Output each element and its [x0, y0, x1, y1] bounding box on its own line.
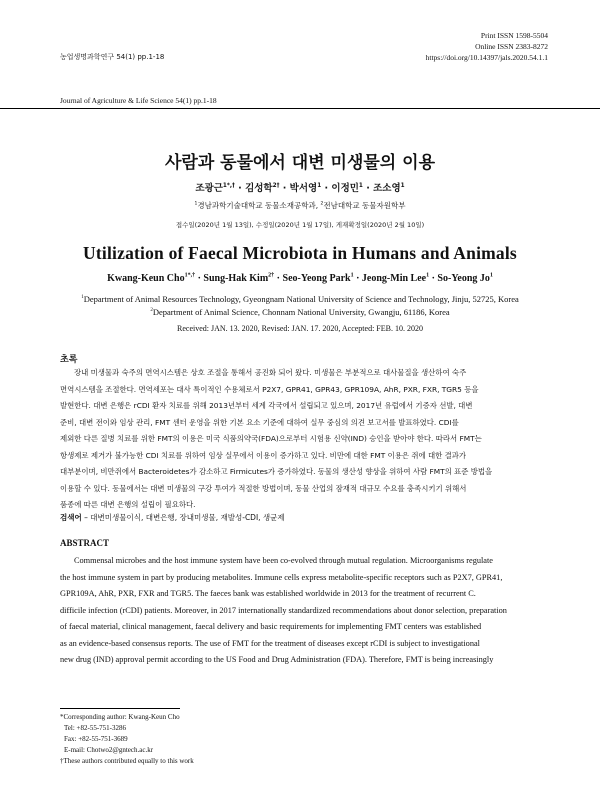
telephone: Tel: +82-55-751-3286: [64, 724, 126, 732]
author-en-3: Seo-Yeong Park$^1$: [282, 272, 354, 284]
print-issn: Print ISSN 1598-5504: [480, 31, 548, 40]
footnote-divider: [60, 708, 180, 709]
keywords-label: 검색어: [60, 513, 82, 522]
abstract-en-line: of faecal material, clinical management, faecal delivery and basic requirements for implementing FMT centers was established: [60, 622, 482, 631]
abstract-kr-line: 장내 미생물과 숙주의 면역시스템은 상호 조절을 통해서 공진화 되어 왔다. 미생물은 부분적으로 대사물질을 생산하여 숙주: [74, 368, 467, 377]
abstract-en-line: new drug (IND) approval permit according to the US Food and Drug Administration (FDA). Therefore, FMT is being increasingly: [60, 655, 494, 664]
affiliation-kr: $^1$경남과학기술대학교 동물소재공학과, $^2$전남대학교 동물자원학부: [194, 201, 406, 210]
abstract-kr-line: 제외한 다른 질병 치료를 위한 FMT의 이용은 미국 식품의약국(FDA)으로부터 시험용 신약(IND) 승인을 받아야 한다. 따라서 FMT는: [60, 434, 482, 443]
header-divider: [0, 108, 600, 109]
keywords: [60, 512, 285, 523]
paper-title-kr: 사람과 동물에서 대변 미생물의 이용: [164, 153, 435, 173]
paper-title-en: Utilization of Faecal Microbiota in Humans and Animals: [83, 243, 517, 263]
abstract-kr-line: 발현한다. 대변 은행은 rCDI 환자 치료를 위해 2013년부터 세계 각국에서 설립되고 있으며, 2017년 유럽에서 기증자 선발, 대변: [60, 401, 473, 410]
author-kr-1: 조광근$^{1*,\dagger}$: [195, 182, 235, 194]
abstract-en-line: GPR109A, AhR, PXR, FXR and TGR5. The faeces bank was established worldwide in 2013 for the treatment of recurrent C.: [60, 589, 476, 598]
journal-name-en: Journal of Agriculture & Life Science 54(1) pp.1-18: [60, 96, 217, 105]
author-en-5: So-Yeong Jo$^1$: [437, 272, 493, 284]
abstract-kr-line: 이용할 수 있다. 동물에서는 대변 미생물의 구강 투여가 적절한 방법이며, 동물 산업의 잠재적 대규모 수요를 충족시키기 위해서: [60, 483, 467, 493]
affiliation-en-1: $^1$Department of Animal Resources Technology, Gyeongnam National University of Science and Technology, Jinju, 52725, Korea: [81, 294, 519, 304]
dates-kr: 접수일(2020년 1월 13일), 수정일(2020년 1월 17일), 게재확정일(2020년 2월 10일): [175, 221, 425, 229]
abstract-kr-line: 준비, 대변 전이와 임상 관리, FMT 센터 운영을 위한 기본 요소 기준에 대하여 실무 중심의 의견 보고서를 발표하였다. CDI를: [60, 417, 459, 427]
keywords-separator: –: [84, 513, 91, 522]
abstract-en-line: Commensal microbes and the host immune system have been co-evolved through mutual regulation. Microorganisms regulate: [74, 556, 493, 565]
abstract-kr-line: 대부분이며, 비만쥐에서 Bacteroidetes가 감소하고 Firmicutes가 증가하였다. 동물의 생산성 향상을 위하여 사람 FMT의 표준 방법을: [60, 467, 493, 476]
authors-kr: 조광근$^{1*,\dagger}$ · 김성학$^{2\dagger}$ · 박서영$^1$ · 이정민$^1$ · 조소영$^1$: [195, 182, 405, 194]
author-en-4: Jeong-Min Lee$^1$: [361, 272, 430, 284]
abstract-en-heading: ABSTRACT: [60, 538, 110, 548]
email-link[interactable]: E-mail: Chotwo2@gntech.ac.kr: [64, 746, 154, 754]
author-kr-4: 이정민$^1$: [331, 182, 363, 194]
abstract-kr-line: 품종에 따른 대변 은행의 설립이 필요하다.: [60, 500, 196, 509]
abstract-en-body: [60, 553, 540, 669]
abstract-kr-line: 면역시스템을 조절한다. 면역세포는 대사 특이적인 수용체로서 P2X7, GPR41, GPR43, GPR109A, AhR, PXR, FXR, TGR5 등을: [60, 384, 479, 394]
author-kr-5: 조소영$^1$: [373, 182, 405, 194]
fax: Fax: +82-55-751-3689: [64, 735, 128, 743]
journal-name-kr: 농업생명과학연구 54(1) pp.1-18: [60, 53, 165, 61]
authors-en: Kwang-Keun Cho$^{1*,\dagger}$ · Sung-Hak Kim$^{2\dagger}$ · Seo-Yeong Park$^1$ · Jeong-Min Lee$^1$ · So-Yeong Jo$^1$: [107, 272, 493, 284]
author-kr-2: 김성학$^{2\dagger}$: [245, 182, 280, 194]
author-en-1: Kwang-Keun Cho$^{1*,\dagger}$: [107, 272, 196, 284]
author-kr-3: 박서영$^1$: [289, 182, 322, 194]
abstract-kr-body: [60, 365, 540, 514]
abstract-en-line: as an evidence-based consensus reports. The use of FMT for the treatment of diseases except rCDI is subject to investigational: [60, 638, 480, 648]
keywords-list: 대변미생물이식, 대변은행, 장내미생물, 재발성-CDI, 생균제: [90, 513, 285, 522]
online-issn: Online ISSN 2383-8272: [475, 42, 548, 51]
equal-contribution-note: †These authors contributed equally to this work: [60, 757, 194, 765]
abstract-kr-heading: 초록: [60, 355, 78, 365]
author-en-2: Sung-Hak Kim$^{2\dagger}$: [203, 272, 275, 284]
dates-en: Received: JAN. 13. 2020, Revised: JAN. 17. 2020, Accepted: FEB. 10. 2020: [177, 324, 423, 333]
affiliation-en-2: $^2$Department of Animal Science, Chonnam National University, Gwangju, 61186, Korea: [150, 307, 450, 317]
footnotes: [60, 712, 194, 767]
abstract-kr-line: 항생제로 제거가 불가능한 CDI 치료를 위하여 임상 실무에서 이용이 증가하고 있다. 비만에 대한 FMT 이용은 쥐에 대한 결과가: [60, 450, 467, 460]
doi-link[interactable]: https://doi.org/10.14397/jals.2020.54.1.1: [425, 53, 548, 62]
abstract-en-line: the host immune system in part by producing metabolites. Immune cells express metabolite-specific receptors such as P2X7, GPR41,: [60, 572, 503, 582]
abstract-en-line: difficile infection (rCDI) patients. Moreover, in 2017 internationally standardized recommendations about donor selection, preparation: [60, 605, 507, 615]
corresponding-author: *Corresponding author: Kwang-Keun Cho: [60, 713, 180, 721]
